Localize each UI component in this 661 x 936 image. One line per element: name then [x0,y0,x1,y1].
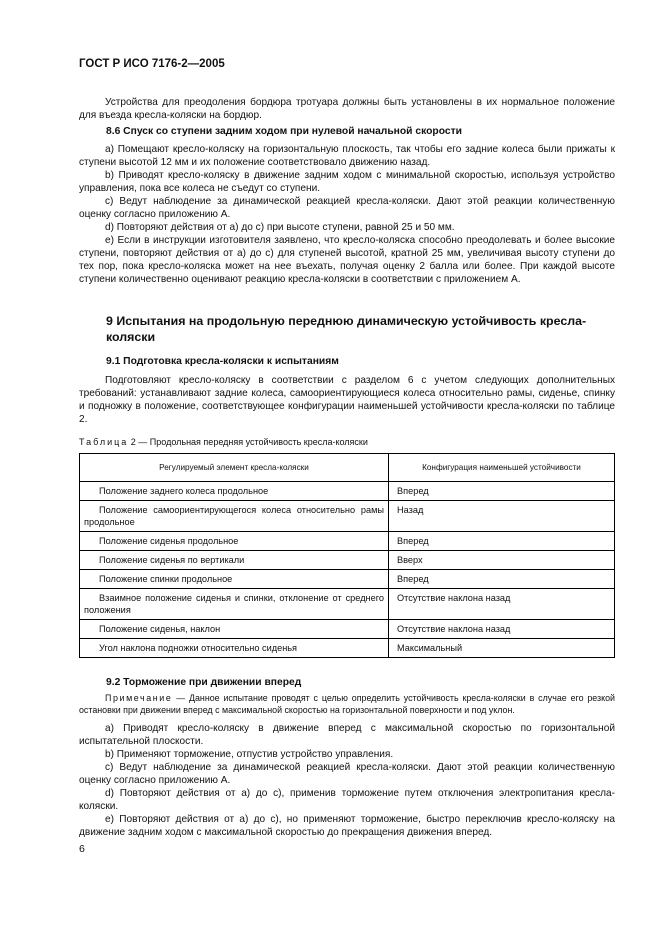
table-row [80,551,615,570]
table-cell-element: Положение заднего колеса продольное [80,482,389,501]
table-cell-config: Вперед [389,570,615,589]
section-9-heading: 9 Испытания на продольную переднюю динамическую устойчивость кресла-коляски [106,314,587,344]
page-number: 6 [79,843,85,855]
table-caption [79,437,368,447]
table-cell-config: Отсутствие наклона назад [389,589,615,620]
table-cell-element: Положение спинки продольное [80,570,389,589]
table-cell-element: Положение сиденья, наклон [80,620,389,639]
list-item: с) Ведут наблюдение за динамической реакцией кресла-коляски. Дают этой реакции количественную оценку согласно приложению А. [79,196,615,221]
document-header: ГОСТ Р ИСО 7176-2—2005 [79,58,225,70]
note-text: — Данное испытание проводят с целью определить устойчивость кресла-коляски в случае его резкой остановки при движении вперед с максимальной скоростью на горизонтальной поверхности и под уклон. [79,693,615,715]
section-8-6-heading: 8.6 Спуск со ступени задним ходом при нулевой начальной скорости [106,126,462,137]
table-row [80,639,615,658]
table-cell-config: Отсутствие наклона назад [389,620,615,639]
table-cell-config: Вперед [389,482,615,501]
list-item: а) Приводят кресло-коляску в движение вперед с максимальной скоростью по горизонтальной испытательной плоскости. [79,723,615,748]
note-label: Примечание [105,693,173,703]
table-row [80,620,615,639]
table-header-element: Регулируемый элемент кресла-коляски [80,454,389,482]
list-item: е) Повторяют действия от а) до с), но применяют торможение, быстро переключив кресло-коляску на движение задним ходом с максимальной скоростью до прекращения движения вперед. [79,814,615,839]
table-row [80,532,615,551]
table-caption-text: 2 — Продольная передняя устойчивость кресла-коляски [128,437,368,447]
table-row [80,589,615,620]
note-paragraph [79,692,615,716]
table-row [80,482,615,501]
list-item: b) Приводят кресло-коляску в движение задним ходом с минимальной скоростью, используя устройство управления, пока все колеса не съедут со ступени. [79,170,615,195]
section-9-2-heading: 9.2 Торможение при движении вперед [106,677,302,688]
table-row [80,501,615,532]
table-cell-element: Угол наклона подножки относительно сиденья [80,639,389,658]
table-header-config: Конфигурация наименьшей устойчивости [389,454,615,482]
table-cell-element: Взаимное положение сиденья и спинки, отклонение от среднего положения [80,589,389,620]
table-cell-config: Максимальный [389,639,615,658]
table-cell-element: Положение сиденья продольное [80,532,389,551]
table-caption-label: Таблица [79,437,129,447]
intro-paragraph: Устройства для преодоления бордюра тротуара должны быть установлены в их нормальное положение для въезда кресла-коляски на бордюр. [79,97,615,122]
list-item: b) Применяют торможение, отпустив устройство управления. [105,749,394,760]
stability-table [79,453,615,658]
table-cell-config: Вперед [389,532,615,551]
list-item: е) Если в инструкции изготовителя заявлено, что кресло-коляска способно преодолевать и более высокие ступени, повторяют действия от а) до с) для ступеней высотой, кратной 25 мм, увеличивая высоту ступени до тех пор, пока кресло-коляска может на нее въехать, получая оценку 2 балла или более. При каждой высоте ступени количественно оценивают реакцию кресла-коляски в соответствии с приложением А. [79,235,615,286]
section-9-1-paragraph: Подготовляют кресло-коляску в соответствии с разделом 6 с учетом следующих дополнительных требований: устанавливают задние колеса, самоориентирующиеся колеса относительно рамы, сиденье, спинку и подножку в положение, соответствующее конфигурации наименьшей устойчивости кресла-коляски по таблице 2. [79,375,615,426]
table-cell-config: Вверх [389,551,615,570]
table-header-row [80,454,615,482]
list-item: d) Повторяют действия от а) до с), применив торможение путем отключения электропитания кресла-коляски. [79,788,615,813]
list-item: а) Помещают кресло-коляску на горизонтальную плоскость, так чтобы его задние колеса были прижаты к ступени высотой 12 мм и их положение соответствовало движению назад. [79,144,615,169]
section-9-1-heading: 9.1 Подготовка кресла-коляски к испытаниям [106,356,339,367]
table-cell-element: Положение самоориентирующегося колеса относительно рамы продольное [80,501,389,532]
table-cell-element: Положение сиденья по вертикали [80,551,389,570]
table-cell-config: Назад [389,501,615,532]
list-item: d) Повторяют действия от а) до с) при высоте ступени, равной 25 и 50 мм. [105,222,455,233]
list-item: с) Ведут наблюдение за динамической реакцией кресла-коляски. Дают этой реакции количественную оценку согласно приложению А. [79,762,615,787]
table-row [80,570,615,589]
